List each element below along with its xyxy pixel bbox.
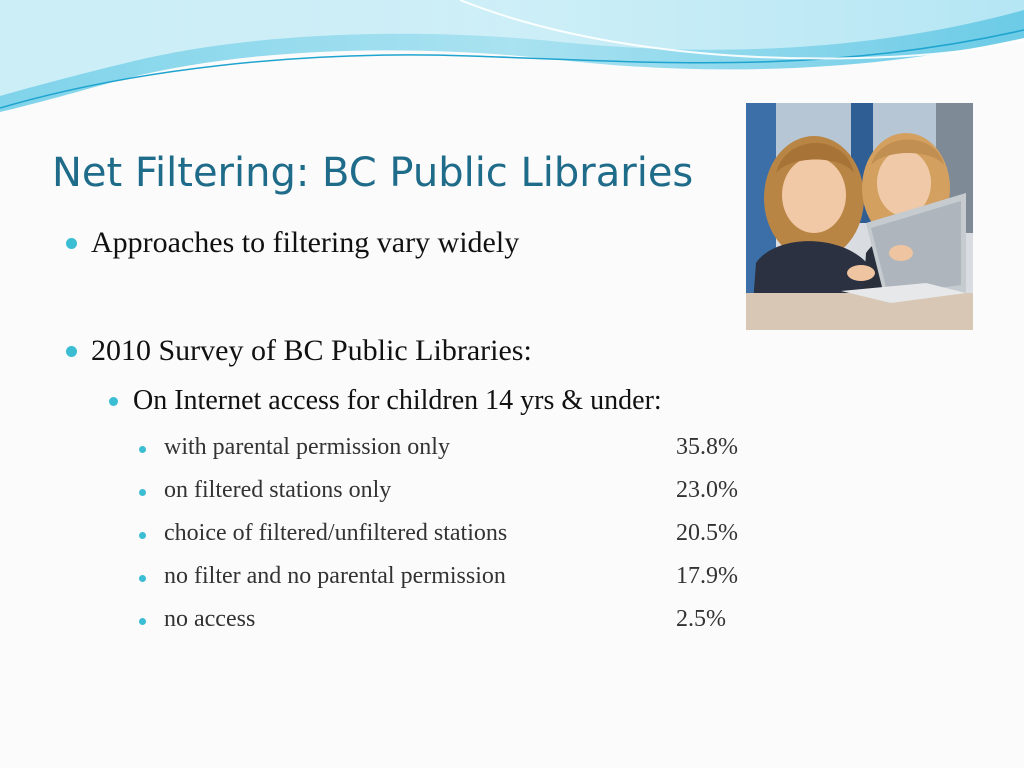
bullet-dot [66, 346, 77, 357]
bullet-survey: 2010 Survey of BC Public Libraries: [91, 334, 532, 367]
stat-label: choice of filtered/unfiltered stations [164, 520, 508, 546]
bullet-dot [139, 532, 146, 539]
stat-value: 20.5% [676, 520, 738, 546]
sub-bullet-internet-access: On Internet access for children 14 yrs & under: [133, 385, 662, 416]
photo-two-girls-laptop [746, 103, 973, 330]
stat-label: no access [164, 606, 256, 632]
bullet-dot [109, 397, 118, 406]
stat-value: 17.9% [676, 563, 738, 589]
bullet-approaches: Approaches to filtering vary widely [91, 226, 520, 259]
bullet-dot [139, 575, 146, 582]
stat-value: 2.5% [676, 606, 726, 632]
stat-label: no filter and no parental permission [164, 563, 506, 589]
stat-value: 35.8% [676, 434, 738, 460]
bullet-dot [139, 618, 146, 625]
stat-value: 23.0% [676, 477, 738, 503]
bullet-dot [139, 446, 146, 453]
bullet-dot [66, 238, 77, 249]
slide-title: Net Filtering: BC Public Libraries [52, 150, 694, 196]
stat-label: with parental permission only [164, 434, 450, 460]
bullet-dot [139, 489, 146, 496]
stat-label: on filtered stations only [164, 477, 392, 503]
